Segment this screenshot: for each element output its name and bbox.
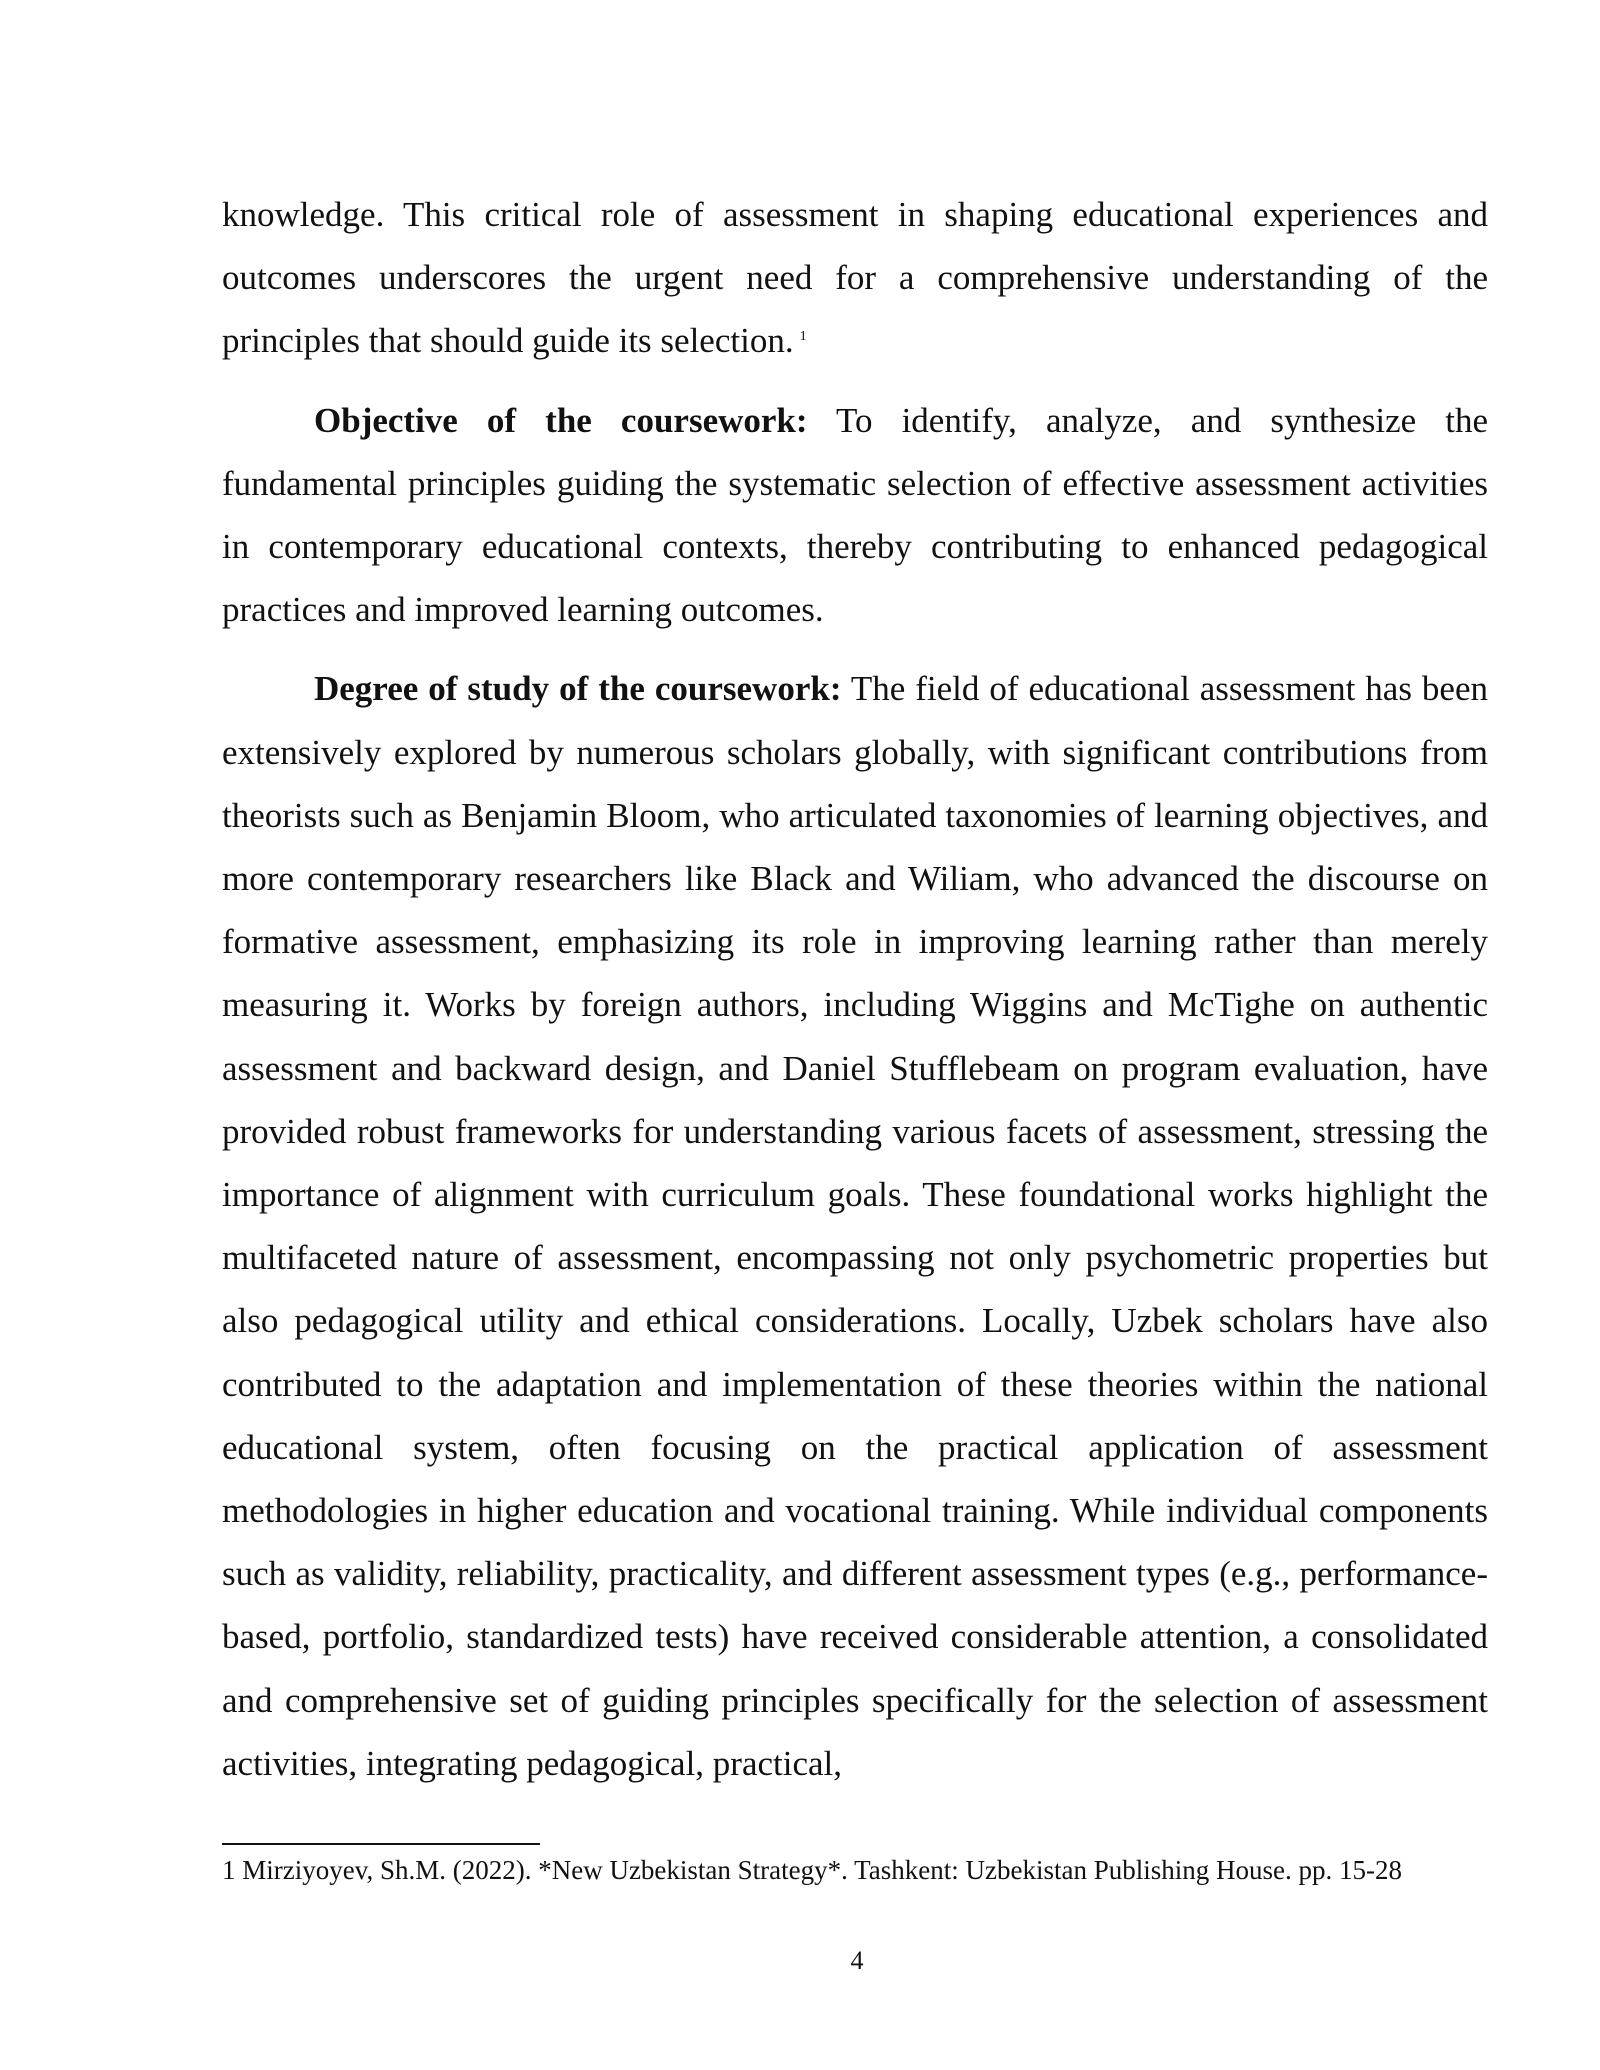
footnote-separator-rule	[222, 1843, 540, 1845]
objective-heading: Objective of the coursework:	[314, 400, 808, 440]
footnote-reference-marker: 1	[799, 328, 807, 344]
degree-text: The field of educational assessment has been extensively explored by numerous scholars globally, with significant contributions from theorists such as Benjamin Bloom, who articulated taxonomies of learning objectives, and more contemporary researchers like Black and Wiliam, who advanced the discourse on formative assessment, emphasizing its role in improving learning rather than merely measuring it. Works by foreign authors, including Wiggins and McTighe on authentic assessment and backward design, and Daniel Stufflebeam on program evaluation, have provided robust frameworks for understanding various facets of assessment, stressing the importance of alignment with curriculum goals. These foundational works highlight the multifaceted nature of assessment, encompassing not only psychometric properties but also pedagogical utility and ethical considerations. Locally, Uzbek scholars have also contributed to the adaptation and implementation of these theories within the national educational system, often focusing on the practical application of assessment methodologies in higher education and vocational training. While individual components such as validity, reliability, practicality, and different assessment types (e.g., performance-based, portfolio, standardized tests) have received considerable attention, a consolidated and comprehensive set of guiding principles specifically for the selection of assessment activities, integrating pedagogical, practical,	[222, 669, 1488, 1783]
objective-paragraph	[222, 389, 1488, 642]
paragraph-continuation	[222, 183, 1488, 373]
degree-paragraph	[222, 657, 1488, 1795]
degree-heading: Degree of study of the coursework:	[314, 669, 842, 709]
footnote-number: 1	[222, 1855, 236, 1885]
footnote	[222, 1852, 1522, 1888]
footnote-text: Mirziyoyev, Sh.M. (2022). *New Uzbekistan Strategy*. Tashkent: Uzbekistan Publishing House. pp. 15-28	[242, 1855, 1402, 1885]
objective-text: To identify, analyze, and synthesize the fundamental principles guiding the systematic selection of effective assessment activities in contemporary educational contexts, thereby contributing to enhanced pedagogical practices and improved learning outcomes.	[222, 400, 1488, 630]
body-text	[222, 183, 1488, 1811]
paragraph-continuation-text: knowledge. This critical role of assessment in shaping educational experiences and outcomes underscores the urgent need for a comprehensive understanding of the principles that should guide its selection.	[222, 195, 1488, 361]
page-number: 4	[850, 1946, 864, 1975]
